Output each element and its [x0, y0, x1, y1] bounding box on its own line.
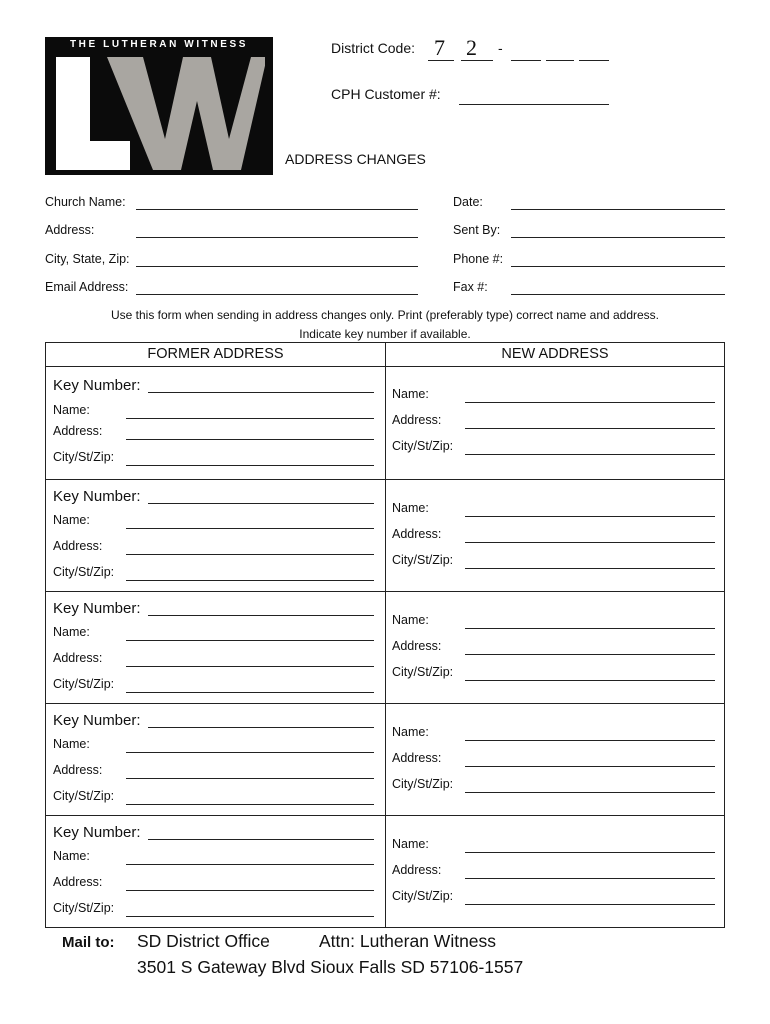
logo-title: THE LUTHERAN WITNESS — [69, 39, 249, 50]
former-address-field[interactable] — [126, 439, 374, 440]
former-city-field[interactable] — [126, 465, 374, 466]
former-address-label: Address: — [53, 651, 103, 665]
address-block — [46, 816, 724, 927]
key-number-field[interactable] — [148, 727, 374, 728]
new-name-label: Name: — [392, 837, 429, 851]
new-city-field[interactable] — [465, 568, 715, 569]
phone-label: Phone #: — [453, 252, 504, 266]
former-name-field[interactable] — [126, 752, 374, 753]
new-city-field[interactable] — [465, 680, 715, 681]
former-name-field[interactable] — [126, 418, 374, 419]
former-city-field[interactable] — [126, 692, 374, 693]
former-name-field[interactable] — [126, 528, 374, 529]
district-code-label: District Code: — [331, 40, 416, 56]
key-number-field[interactable] — [148, 615, 374, 616]
address-block — [46, 367, 724, 479]
address-label: Address: — [45, 223, 95, 237]
new-name-label: Name: — [392, 501, 429, 515]
former-city-field[interactable] — [126, 804, 374, 805]
district-code-digit-1: 7 — [434, 35, 445, 60]
key-number-label: Key Number: — [53, 488, 141, 505]
former-address-field[interactable] — [126, 778, 374, 779]
new-name-field[interactable] — [465, 402, 715, 403]
city-state-zip-field[interactable] — [136, 266, 418, 267]
former-city-label: City/St/Zip: — [53, 450, 115, 464]
former-city-label: City/St/Zip: — [53, 789, 115, 803]
mail-address: 3501 S Gateway Blvd Sioux Falls SD 57106-1557 — [137, 957, 524, 977]
former-name-label: Name: — [53, 403, 90, 417]
district-code-line-3 — [511, 60, 541, 61]
new-name-label: Name: — [392, 387, 429, 401]
fax-label: Fax #: — [453, 280, 488, 294]
cph-customer-field[interactable] — [459, 104, 609, 105]
former-address-label: Address: — [53, 763, 103, 777]
email-field[interactable] — [136, 294, 418, 295]
new-city-label: City/St/Zip: — [392, 777, 454, 791]
new-city-label: City/St/Zip: — [392, 665, 454, 679]
key-number-label: Key Number: — [53, 824, 141, 841]
address-field[interactable] — [136, 237, 418, 238]
new-city-field[interactable] — [465, 454, 715, 455]
new-name-field[interactable] — [465, 628, 715, 629]
new-address-field[interactable] — [465, 428, 715, 429]
former-address-field[interactable] — [126, 890, 374, 891]
mail-to-label: Mail to: — [62, 934, 115, 951]
former-city-label: City/St/Zip: — [53, 677, 115, 691]
district-code-digit-2: 2 — [466, 35, 477, 60]
instructions-line-2: Indicate key number if available. — [299, 327, 471, 341]
district-code-dash: - — [498, 40, 503, 56]
new-name-field[interactable] — [465, 516, 715, 517]
new-name-field[interactable] — [465, 740, 715, 741]
instructions-line-1: Use this form when sending in address changes only. Print (preferably type) correct name and address. — [110, 308, 660, 322]
new-city-label: City/St/Zip: — [392, 889, 454, 903]
email-label: Email Address: — [45, 280, 129, 294]
address-block — [46, 480, 724, 592]
mail-attn: Attn: Lutheran Witness — [319, 931, 497, 951]
former-city-field[interactable] — [126, 580, 374, 581]
district-code-line-5 — [579, 60, 609, 61]
former-address-field[interactable] — [126, 554, 374, 555]
former-name-label: Name: — [53, 737, 90, 751]
cph-customer-label: CPH Customer #: — [331, 86, 441, 102]
former-name-label: Name: — [53, 513, 90, 527]
address-block — [46, 592, 724, 704]
new-address-label: Address: — [392, 751, 442, 765]
key-number-label: Key Number: — [53, 377, 141, 394]
new-name-label: Name: — [392, 725, 429, 739]
address-block — [46, 704, 724, 816]
key-number-field[interactable] — [148, 503, 374, 504]
new-address-field[interactable] — [465, 654, 715, 655]
city-state-zip-label: City, State, Zip: — [45, 252, 130, 266]
former-address-label: Address: — [53, 424, 103, 438]
new-address-header: NEW ADDRESS — [501, 346, 609, 362]
former-city-label: City/St/Zip: — [53, 565, 115, 579]
church-name-field[interactable] — [136, 209, 418, 210]
former-name-label: Name: — [53, 849, 90, 863]
sent-by-field[interactable] — [511, 237, 725, 238]
former-address-label: Address: — [53, 539, 103, 553]
new-city-field[interactable] — [465, 792, 715, 793]
address-change-table — [45, 342, 725, 928]
key-number-field[interactable] — [148, 392, 374, 393]
district-code-line-1 — [428, 60, 454, 61]
fax-field[interactable] — [511, 294, 725, 295]
former-name-field[interactable] — [126, 864, 374, 865]
new-address-field[interactable] — [465, 878, 715, 879]
date-label: Date: — [453, 195, 483, 209]
new-address-label: Address: — [392, 639, 442, 653]
former-address-field[interactable] — [126, 666, 374, 667]
new-city-field[interactable] — [465, 904, 715, 905]
mail-office: SD District Office — [137, 931, 270, 951]
new-address-label: Address: — [392, 863, 442, 877]
new-address-field[interactable] — [465, 766, 715, 767]
district-code-line-2 — [461, 60, 493, 61]
key-number-label: Key Number: — [53, 600, 141, 617]
lutheran-witness-logo — [45, 37, 273, 175]
key-number-field[interactable] — [148, 839, 374, 840]
district-code-line-4 — [546, 60, 574, 61]
new-city-label: City/St/Zip: — [392, 439, 454, 453]
new-address-field[interactable] — [465, 542, 715, 543]
lw-logo-mark — [55, 57, 265, 172]
former-city-field[interactable] — [126, 916, 374, 917]
new-address-label: Address: — [392, 413, 442, 427]
former-address-header: FORMER ADDRESS — [147, 346, 284, 362]
date-field[interactable] — [511, 209, 725, 210]
phone-field[interactable] — [511, 266, 725, 267]
new-address-label: Address: — [392, 527, 442, 541]
new-name-label: Name: — [392, 613, 429, 627]
form-title: ADDRESS CHANGES — [285, 151, 426, 167]
former-address-label: Address: — [53, 875, 103, 889]
sent-by-label: Sent By: — [453, 223, 501, 237]
church-name-label: Church Name: — [45, 195, 126, 209]
new-name-field[interactable] — [465, 852, 715, 853]
former-name-label: Name: — [53, 625, 90, 639]
former-city-label: City/St/Zip: — [53, 901, 115, 915]
new-city-label: City/St/Zip: — [392, 553, 454, 567]
key-number-label: Key Number: — [53, 712, 141, 729]
former-name-field[interactable] — [126, 640, 374, 641]
